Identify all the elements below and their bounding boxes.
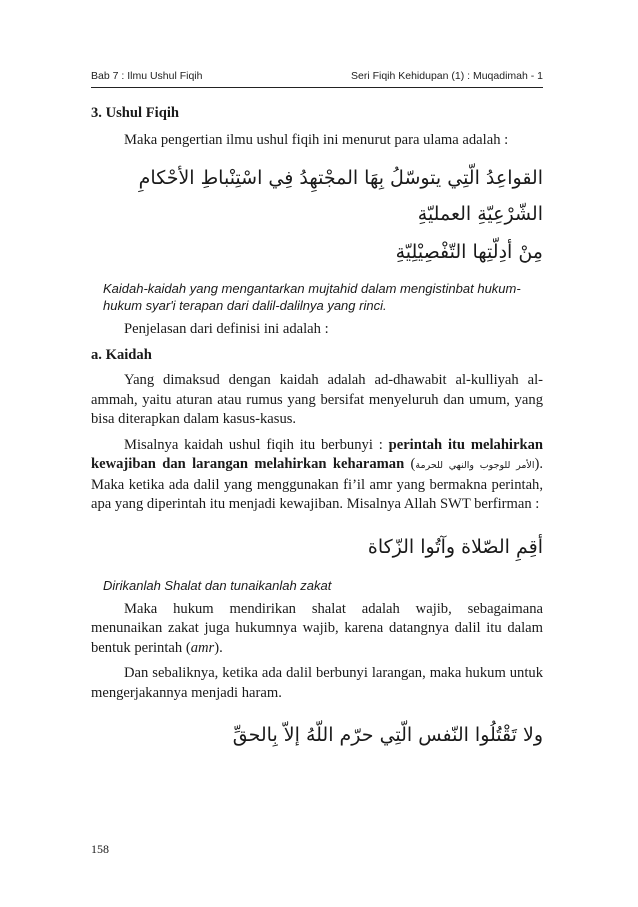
larangan-paragraph: Dan sebaliknya, ketika ada dalil berbunyi larangan, maka hukum untuk mengerjakannya menjadi haram.: [91, 665, 543, 701]
section-heading: 3. Ushul Fiqih: [91, 105, 180, 121]
hukum-amr: amr: [190, 639, 215, 656]
hukum-end: ).: [214, 639, 223, 656]
running-header: [91, 70, 543, 82]
page-number: 158: [91, 842, 109, 856]
subheading-kaidah: a. Kaidah: [91, 346, 152, 363]
header-chapter: Bab 7 : Ilmu Ushul Fiqih: [91, 70, 203, 82]
arabic-definition-line1: القواعِدُ الّتِي يتوسّلُ بِهَا المجْتهِدُ فِي اسْتِنْباطِ الأحْكامِ الشّرْعِيّةِ العمليّةِ: [138, 167, 543, 225]
arabic-verse-shalat: أقِمِ الصّلاة وآتُوا الزّكاة: [367, 535, 543, 558]
verse-shalat-translation: Dirikanlah Shalat dan tunaikanlah zakat: [103, 577, 332, 593]
definition-translation: Kaidah-kaidah yang mengantarkan mujtahid dalam mengistinbat hukum-hukum syar'i terapan dari dalil-dalilnya yang rinci.: [103, 281, 521, 313]
hukum-text: Maka hukum mendirikan shalat adalah wajib, sebagaimana menunaikan zakat juga hukumnya wajib, karena datangnya dalil itu dalam bentuk perintah (: [91, 600, 543, 656]
explanation-intro: Penjelasan dari definisi ini adalah :: [124, 321, 329, 337]
example-arabic-inline: الأمر للوجوب والنهي للحرمة: [415, 460, 535, 471]
example-paragraph: [91, 436, 543, 515]
header-rule: [91, 87, 543, 88]
arabic-verse-qatl: ولا تَقْتُلُوا النّفس الّتِي حرّم اللّهُ إلاّ بِالحقِّ: [232, 724, 543, 746]
page-body: [91, 104, 543, 753]
kaidah-paragraph: Yang dimaksud dengan kaidah adalah ad-dhawabit al-kulliyah al-ammah, yaitu aturan atau rumus yang bersifat menyeluruh dan umum, yang bisa diterapkan dalam kasus-kasus.: [91, 372, 543, 427]
hukum-paragraph: [91, 600, 543, 659]
arabic-definition-line2: مِنْ أدِلّتِها التّفْصِيْلِيّةِ: [395, 241, 543, 263]
example-lead: Misalnya kaidah ushul fiqih itu berbunyi :: [124, 436, 389, 453]
intro-paragraph: Maka pengertian ilmu ushul fiqih ini menurut para ulama adalah :: [124, 131, 509, 148]
header-series: Seri Fiqih Kehidupan (1) : Muqadimah - 1: [350, 70, 543, 82]
example-paren-open: (: [404, 456, 416, 472]
example-after: ). Maka ketika ada dalil yang menggunakan fi’il amr yang bermakna perintah, apa yang diperintah itu menjadi kewajiban. Misalnya Allah SWT berfirman :: [91, 456, 543, 512]
example-rule-bold: perintah itu melahirkan kewajiban dan larangan melahirkan keharaman: [91, 436, 543, 472]
